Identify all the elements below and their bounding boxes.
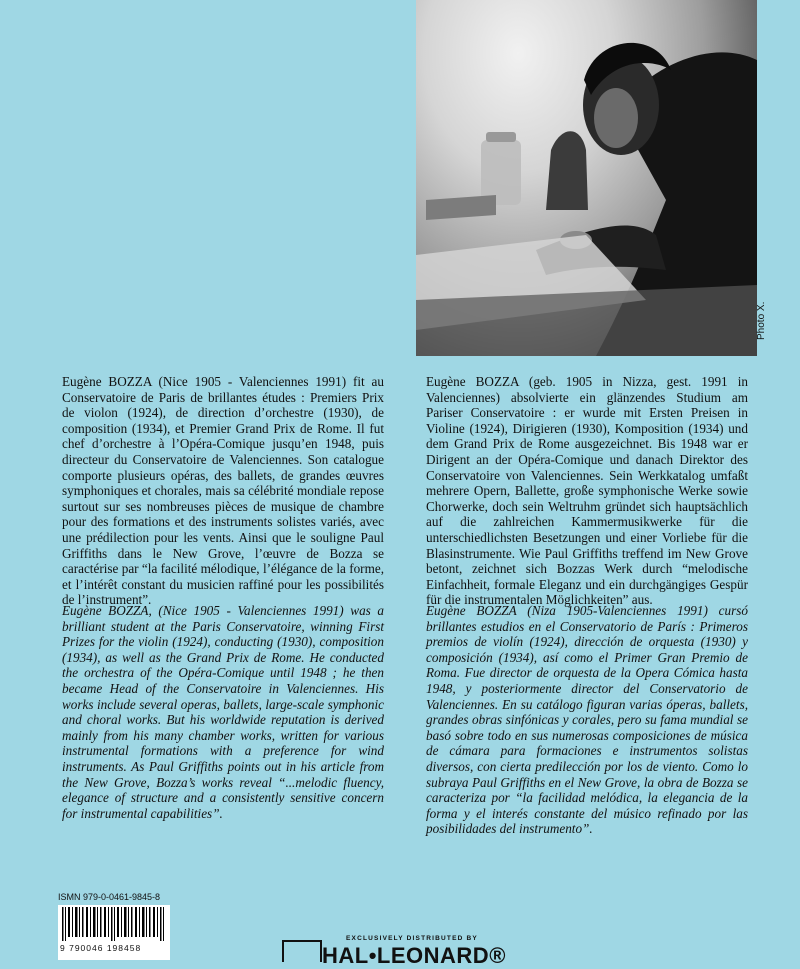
ismn-number: ISMN 979-0-0461-9845-8 bbox=[58, 892, 161, 902]
barcode-bars bbox=[58, 905, 170, 943]
distributed-by-label: EXCLUSIVELY DISTRIBUTED BY bbox=[346, 935, 478, 942]
barcode bbox=[58, 905, 170, 960]
bio-german bbox=[426, 374, 748, 608]
bio-spanish-text: Eugène BOZZA (Niza 1905-Valenciennes 1991) cursó brillantes estudios en el Conservatorio de París : Primeros premios de violín (1924), dirección de orquesta (1930) y composición (1934), así como el Primer Gran Premio de Roma. Fue director de orquesta de la Opera Cómica hasta 1948, y posteriormente director del Conservatorio de Valenciennes. En su catálogo figuran varias óperas, ballets, grandes obras sinfónicas y corales, pero su fama mundial se basó sobre todo en sus numerosas composiciones de música de cámara para formaciones e instrumentos solistas diversos, con cierta predilección por los de viento. Como lo subraya Paul Griffiths en el New Grove, la obra de Bozza se caracteriza por “la facilidad melódica, la elegancia de la forma y el interés constante del músico refinado por las posibilidades del instrumento”. bbox=[426, 603, 748, 837]
photo-credit: Photo X. bbox=[756, 301, 767, 340]
bio-french-text: Eugène BOZZA (Nice 1905 - Valenciennes 1991) fit au Conservatoire de Paris de brillantes études : Premiers Prix de violon (1924), de direction d’orchestre (1930), de composition (1934), et Premier Grand Prix de Rome. Il fut chef d’orchestre à l’Opéra-Comique jusqu’en 1948, puis directeur du Conservatoire de Valenciennes. Son catalogue comporte plusieurs opéras, des ballets, de grandes œuvres symphoniques et chorales, mais sa célébrité mondiale repose surtout sur ses nombreuses pièces de musique de chambre pour des formations et des instruments solistes variés, avec une prédilection pour les vents. Ainsi que le souligne Paul Griffiths dans le New Grove, l’œuvre de Bozza se caractérise par “la facilité mélodique, l’élégance de la forme, et l’intérêt constant du musicien raffiné pour les possibilités de l’instrument”. bbox=[62, 374, 384, 608]
publisher-name: HAL•LEONARD® bbox=[322, 943, 506, 968]
bio-french bbox=[62, 374, 384, 608]
bio-spanish bbox=[426, 603, 748, 837]
composer-photo bbox=[416, 0, 757, 356]
barcode-number: 9 790046 198458 bbox=[60, 943, 142, 953]
photo-illustration bbox=[416, 0, 757, 356]
hal-leonard-logo-icon bbox=[282, 940, 322, 962]
bio-english-text: Eugène BOZZA, (Nice 1905 - Valenciennes 1991) was a brilliant student at the Paris Conservatoire, winning First Prizes for the violin (1924), conducting (1930), composition (1934), as well as the Grand Prix de Rome. He conducted the orchestra of the Opéra-Comique until 1948 ; he then became Head of the Conservatoire in Valenciennes. His works include several operas, ballets, large-scale symphonic and choral works. But his worldwide reputation is derived mainly from his many chamber works, written for various instrumental formations with a preference for wind instruments. As Paul Griffiths points out in his article from the New Grove, Bozza’s works reveal “...melodic fluency, elegance of structure and a consistently sensitive concern for instrumental capabilities”. bbox=[62, 603, 384, 821]
bio-english bbox=[62, 603, 384, 821]
bio-german-text: Eugène BOZZA (geb. 1905 in Nizza, gest. 1991 in Valenciennes) absolvierte ein glänzendes Studium am Pariser Conservatoire : er wurde mit Ersten Preisen in Violine (1924), Dirigieren (1930), Komposition (1934) und dem Grand Prix de Rome ausgezeichnet. Bis 1948 war er Dirigent an der Opéra-Comique und danach Direktor des Conservatoire von Valenciennes. Sein Werkkatalog umfaßt mehrere Opern, Ballette, große symphonische Werke sowie Chorwerke, doch sein Weltruhm gründet sich hauptsächlich auf die zahlreichen Kammermusikwerke für die unterschiedlichsten Besetzungen und einer Vorliebe für die Blasinstrumente. Wie Paul Griffiths treffend im New Grove betont, zeichnet sich Bozzas Werk durch “melodische Einfachheit, formale Eleganz und ein durchgängiges Gespür für die instrumentalen Möglichkeiten” aus. bbox=[426, 374, 748, 608]
